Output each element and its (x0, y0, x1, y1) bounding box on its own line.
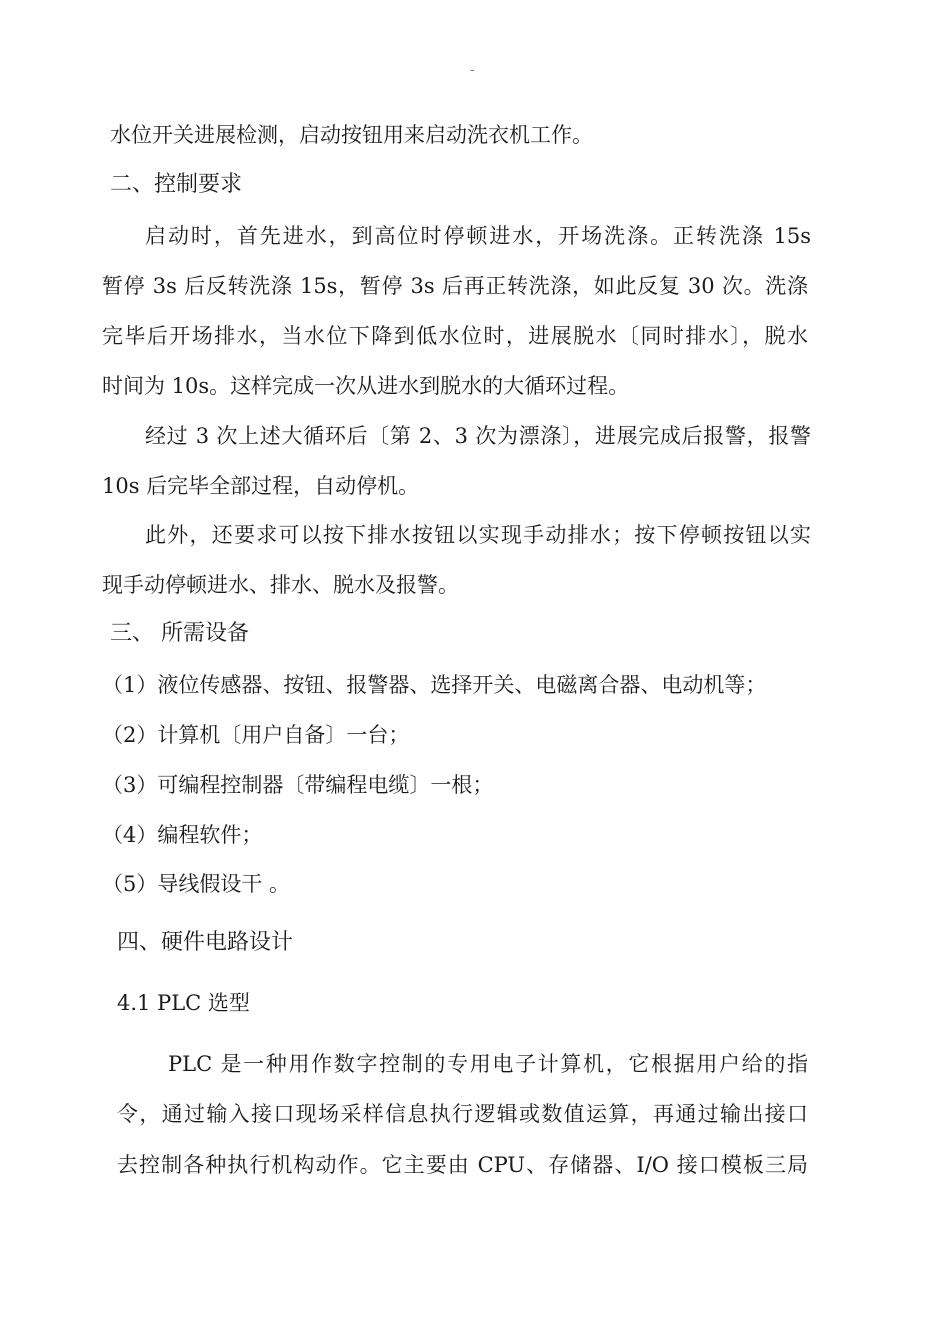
list-item: （1）液位传感器、按钮、报警器、选择开关、电磁离合器、电动机等； (102, 673, 767, 697)
text-line: 去控制各种执行机构动作。它主要由 CPU、存储器、I/O 接口模板三局 (117, 1153, 808, 1177)
text-line: 完毕后开场排水，当水位下降到低水位时，进展脱水〔同时排水〕，脱水 (102, 324, 808, 348)
text-line: 经过 3 次上述大循环后〔第 2、3 次为漂涤〕，进展完成后报警，报警 (145, 424, 811, 448)
list-item: （3）可编程控制器〔带编程电缆〕一根； (102, 773, 494, 797)
text-line: 此外，还要求可以按下排水按钮以实现手动排水；按下停顿按钮以实 (145, 523, 811, 547)
section-heading-4: 四、硬件电路设计 (117, 930, 294, 955)
subsection-heading: 4.1 PLC 选型 (117, 991, 250, 1015)
text-line: 令，通过输入接口现场采样信息执行逻辑或数值运算，再通过输出接口 (117, 1102, 808, 1126)
section-heading-2: 二、控制要求 (110, 172, 243, 197)
text-line: 启动时，首先进水，到高位时停顿进水，开场洗涤。正转洗涤 15s (145, 224, 811, 248)
list-item: （2）计算机〔用户自备〕一台； (102, 723, 410, 747)
list-item: （4）编程软件； (102, 823, 263, 847)
text-line: 现手动停顿进水、排水、脱水及报警。 (102, 573, 459, 597)
text-line: 水位开关进展检测，启动按钮用来启动洗衣机工作。 (110, 123, 593, 147)
text-line: 时间为 10s。这样完成一次从进水到脱水的大循环过程。 (102, 374, 630, 398)
text-line: 10s 后完毕全部过程，自动停机。 (102, 474, 420, 498)
list-item: （5）导线假设干 。 (102, 872, 291, 896)
header-mark: - (470, 62, 475, 78)
text-line: PLC 是一种用作数字控制的专用电子计算机，它根据用户给的指 (168, 1052, 808, 1076)
text-line: 暂停 3s 后反转洗涤 15s，暂停 3s 后再正转洗涤，如此反复 30 次。洗涤 (102, 274, 808, 298)
section-heading-3: 三、 所需设备 (110, 621, 249, 646)
